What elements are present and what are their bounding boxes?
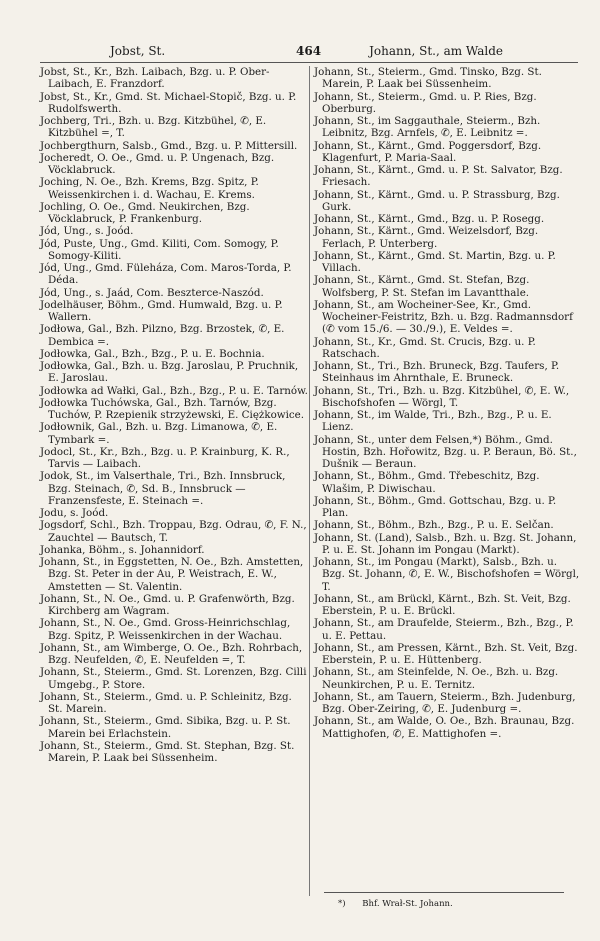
gazetteer-entry: Johann, St., am Wocheiner-See, Kr., Gmd. Wocheiner-Feistritz, Bzh. u. Bzg. Radmannsdorf (✆ vom 15./6. — 30./9.), E. Veldes =.: [314, 298, 573, 336]
gazetteer-entry: Johann, St., Kärnt., Gmd. Weizelsdorf, Bzg. Ferlach, P. Unterberg.: [314, 225, 539, 250]
footnote-marker: *): [338, 899, 346, 909]
footnote: [324, 892, 564, 909]
gazetteer-entry: Johann, St., im Pongau (Markt), Salsb., Bzh. u. Bzg. St. Johann, ✆, E. W., Bischofshofen = Wörgl, T.: [314, 556, 580, 593]
gazetteer-entry: Jocheredt, O. Oe., Gmd. u. P. Ungenach, Bzg. Vöcklabruck.: [40, 151, 275, 176]
gazetteer-entry: Johann, St., am Walde, O. Oe., Bzh. Braunau, Bzg. Mattighofen, ✆, E. Mattighofen =.: [314, 715, 575, 740]
gazetteer-entry: Jodok, St., im Valserthale, Tri., Bzh. Innsbruck, Bzg. Steinach, ✆, Sd. B., Innsbruck — Franzensfeste, E. Steinach =.: [40, 470, 286, 507]
gazetteer-entry: Johann, St., N. Oe., Gmd. u. P. Grafenwörth, Bzg. Kirchberg am Wagram.: [40, 592, 295, 617]
footnote-text: Bhf. Wrał-St. Johann.: [362, 899, 453, 909]
gazetteer-entry: Johann, St., Steierm., Gmd. St. Lorenzen, Bzg. Cilli Umgebg., P. Store.: [40, 666, 307, 691]
gazetteer-entry: Johann, St., am Brückl, Kärnt., Bzh. St. Veit, Bzg. Eberstein, P. u. E. Brückl.: [314, 592, 571, 617]
right-column: [314, 66, 582, 740]
gazetteer-entry: Jodłowka, Gal., Bzh. u. Bzg. Jaroslau, P. Pruchnik, E. Jaroslau.: [40, 360, 299, 385]
gazetteer-entry: Johann, St., im Walde, Tri., Bzh., Bzg., P. u. E. Lienz.: [314, 409, 552, 434]
header-right-catchword: Johann, St., am Walde: [369, 44, 503, 58]
gazetteer-entry: Johanka, Böhm., s. Johannidorf.: [40, 543, 205, 556]
gazetteer-entry: Johann, St., Tri., Bzh. Bruneck, Bzg. Taufers, P. Steinhaus im Ahrnthale, E. Bruneck.: [314, 360, 560, 385]
gazetteer-entry: Johann, St., Kärnt., Gmd. St. Stefan, Bzg. Wolfsberg, P. St. Stefan im Lavantthale.: [314, 274, 530, 299]
left-column: [40, 66, 308, 764]
gazetteer-entry: Jodu, s. Joód.: [40, 507, 109, 519]
gazetteer-entry: Johann, St., Kärnt., Gmd., Bzg. u. P. Rosegg.: [314, 213, 545, 225]
gazetteer-entry: Johann, St., Steierm., Gmd. Sibika, Bzg. u. P. St. Marein bei Erlachstein.: [40, 715, 291, 740]
gazetteer-entry: Johann, St., Steierm., Gmd. St. Stephan, Bzg. St. Marein, P. Laak bei Süssenheim.: [40, 739, 295, 764]
gazetteer-entry: Johann, St., am Steinfelde, N. Oe., Bzh. u. Bzg. Neunkirchen, P. u. E. Ternitz.: [314, 666, 559, 691]
gazetteer-entry: Johann, St., am Draufelde, Steierm., Bzh., Bzg., P. u. E. Pettau.: [314, 617, 574, 642]
gazetteer-entry: Johann, St., Böhm., Gmd. Třebeschitz, Bzg. Wlašim, P. Diwischau.: [314, 470, 540, 495]
gazetteer-entry: Jobst, St., Kr., Gmd. St. Michael-Stopič, Bzg. u. P. Rudolfswerth.: [40, 90, 297, 115]
gazetteer-entry: Joching, N. Oe., Bzh. Krems, Bzg. Spitz, P. Weissenkirchen i. d. Wachau, E. Krems.: [40, 176, 259, 201]
gazetteer-entry: Jochberg, Tri., Bzh. u. Bzg. Kitzbühel, ✆, E. Kitzbühel =, T.: [40, 115, 267, 140]
gazetteer-entry: Johann, St. (Land), Salsb., Bzh. u. Bzg. St. Johann, P. u. E. St. Johann im Pongau (Markt).: [314, 531, 577, 556]
gazetteer-entry: Johann, St., Steierm., Gmd. u. P. Ries, Bzg. Oberburg.: [314, 90, 537, 115]
gazetteer-entry: Jód, Ung., s. Joód.: [40, 225, 134, 238]
gazetteer-entry: Johann, St., N. Oe., Gmd. Gross-Heinrichschlag, Bzg. Spitz, P. Weissenkirchen in der Wachau.: [40, 617, 291, 642]
gazetteer-entry: Johann, St., am Tauern, Steierm., Bzh. Judenburg, Bzg. Ober-Zeiring, ✆, E. Judenburg =.: [314, 690, 576, 715]
gazetteer-entry: Johann, St., am Pressen, Kärnt., Bzh. St. Veit, Bzg. Eberstein, P. u. E. Hüttenberg.: [314, 641, 578, 666]
gazetteer-entry: Jodłownik, Gal., Bzh. u. Bzg. Limanowa, ✆, E. Tymbark =.: [40, 421, 278, 446]
gazetteer-entry: Jodelhäuser, Böhm., Gmd. Humwald, Bzg. u. P. Wallern.: [40, 298, 283, 323]
gazetteer-entry: Johann, St., Kärnt., Gmd. u. P. Strassburg, Bzg. Gurk.: [314, 188, 560, 213]
gazetteer-entry: Johann, St., am Wimberge, O. Oe., Bzh. Rohrbach, Bzg. Neufelden, ✆, E. Neufelden =, T.: [40, 641, 303, 666]
gazetteer-entry: Johann, St., unter dem Felsen,*) Böhm., Gmd. Hostin, Bzh. Hořowitz, Bzg. u. P. Beraun, Bö. St., Dušnik — Beraun.: [314, 433, 577, 470]
gazetteer-entry: Jobst, St., Kr., Bzh. Laibach, Bzg. u. P. Ober-Laibach, E. Franzdorf.: [40, 66, 270, 91]
gazetteer-entry: Jód, Puste, Ung., Gmd. Kiliti, Com. Somogy, P. Somogy-Kiliti.: [40, 237, 279, 262]
gazetteer-entry: Jodłowka, Gal., Bzh., Bzg., P. u. E. Bochnia.: [40, 347, 265, 360]
page-header: [40, 40, 578, 63]
gazetteer-entry: Johann, St., im Saggauthale, Steierm., Bzh. Leibnitz, Bzg. Arnfels, ✆, E. Leibnitz =.: [314, 115, 541, 140]
gazetteer-entry: Johann, St., Steierm., Gmd. Tinsko, Bzg. St. Marein, P. Laak bei Süssenheim.: [314, 66, 542, 91]
gazetteer-entry: Jochling, O. Oe., Gmd. Neukirchen, Bzg. Vöcklabruck, P. Frankenburg.: [40, 200, 250, 225]
gazetteer-entry: Johann, St., Tri., Bzh. u. Bzg. Kitzbühel, ✆, E. W., Bischofshofen — Wörgl, T.: [314, 384, 570, 409]
gazetteer-entry: Johann, St., Steierm., Gmd. u. P. Schleinitz, Bzg. St. Marein.: [40, 690, 292, 715]
gazetteer-entry: Johann, St., in Eggstetten, N. Oe., Bzh. Amstetten, Bzg. St. Peter in der Au, P. Weistrach, E. W., Amstetten — St. Valentin.: [40, 556, 304, 593]
gazetteer-entry: Johann, St., Böhm., Gmd. Gottschau, Bzg. u. P. Plan.: [314, 494, 557, 519]
gazetteer-entry: Johann, St., Böhm., Bzh., Bzg., P. u. E. Selčan.: [314, 519, 554, 532]
gazetteer-entry: Johann, St., Kärnt., Gmd. u. P. St. Salvator, Bzg. Friesach.: [314, 164, 563, 189]
page-number: 464: [296, 44, 322, 58]
gazetteer-entry: Jód, Ung., s. Jaád, Com. Beszterce-Naszód.: [40, 286, 264, 299]
header-left-catchword: Jobst, St.: [110, 44, 166, 58]
gazetteer-entry: Jodłowka ad Wałki, Gal., Bzh., Bzg., P. u. E. Tarnów.: [40, 384, 308, 397]
gazetteer-entry: Jodłowa, Gal., Bzh. Pilzno, Bzg. Brzostek, ✆, E. Dembica =.: [40, 323, 285, 348]
gazetteer-entry: Jodocl, St., Kr., Bzh., Bzg. u. P. Krainburg, K. R., Tarvis — Laibach.: [40, 445, 290, 470]
gazetteer-entry: Jogsdorf, Schl., Bzh. Troppau, Bzg. Odrau, ✆, F. N., Zauchtel — Bautsch, T.: [40, 519, 307, 544]
gazetteer-entry: Johann, St., Kärnt., Gmd. St. Martin, Bzg. u. P. Villach.: [314, 249, 556, 274]
gazetteer-entry: Jód, Ung., Gmd. Füleháza, Com. Maros-Torda, P. Déda.: [40, 262, 292, 287]
gazetteer-entry: Johann, St., Kr., Gmd. St. Crucis, Bzg. u. P. Ratschach.: [314, 335, 536, 360]
gazetteer-entry: Johann, St., Kärnt., Gmd. Poggersdorf, Bzg. Klagenfurt, P. Maria-Saal.: [314, 139, 542, 164]
column-divider: [309, 66, 310, 896]
gazetteer-entry: Jochbergthurn, Salsb., Gmd., Bzg. u. P. Mittersill.: [40, 139, 298, 152]
gazetteer-entry: Jodłowka Tuchówska, Gal., Bzh. Tarnów, Bzg. Tuchów, P. Rzepienik strzyżewski, E. Ciężkowice.: [40, 396, 305, 421]
